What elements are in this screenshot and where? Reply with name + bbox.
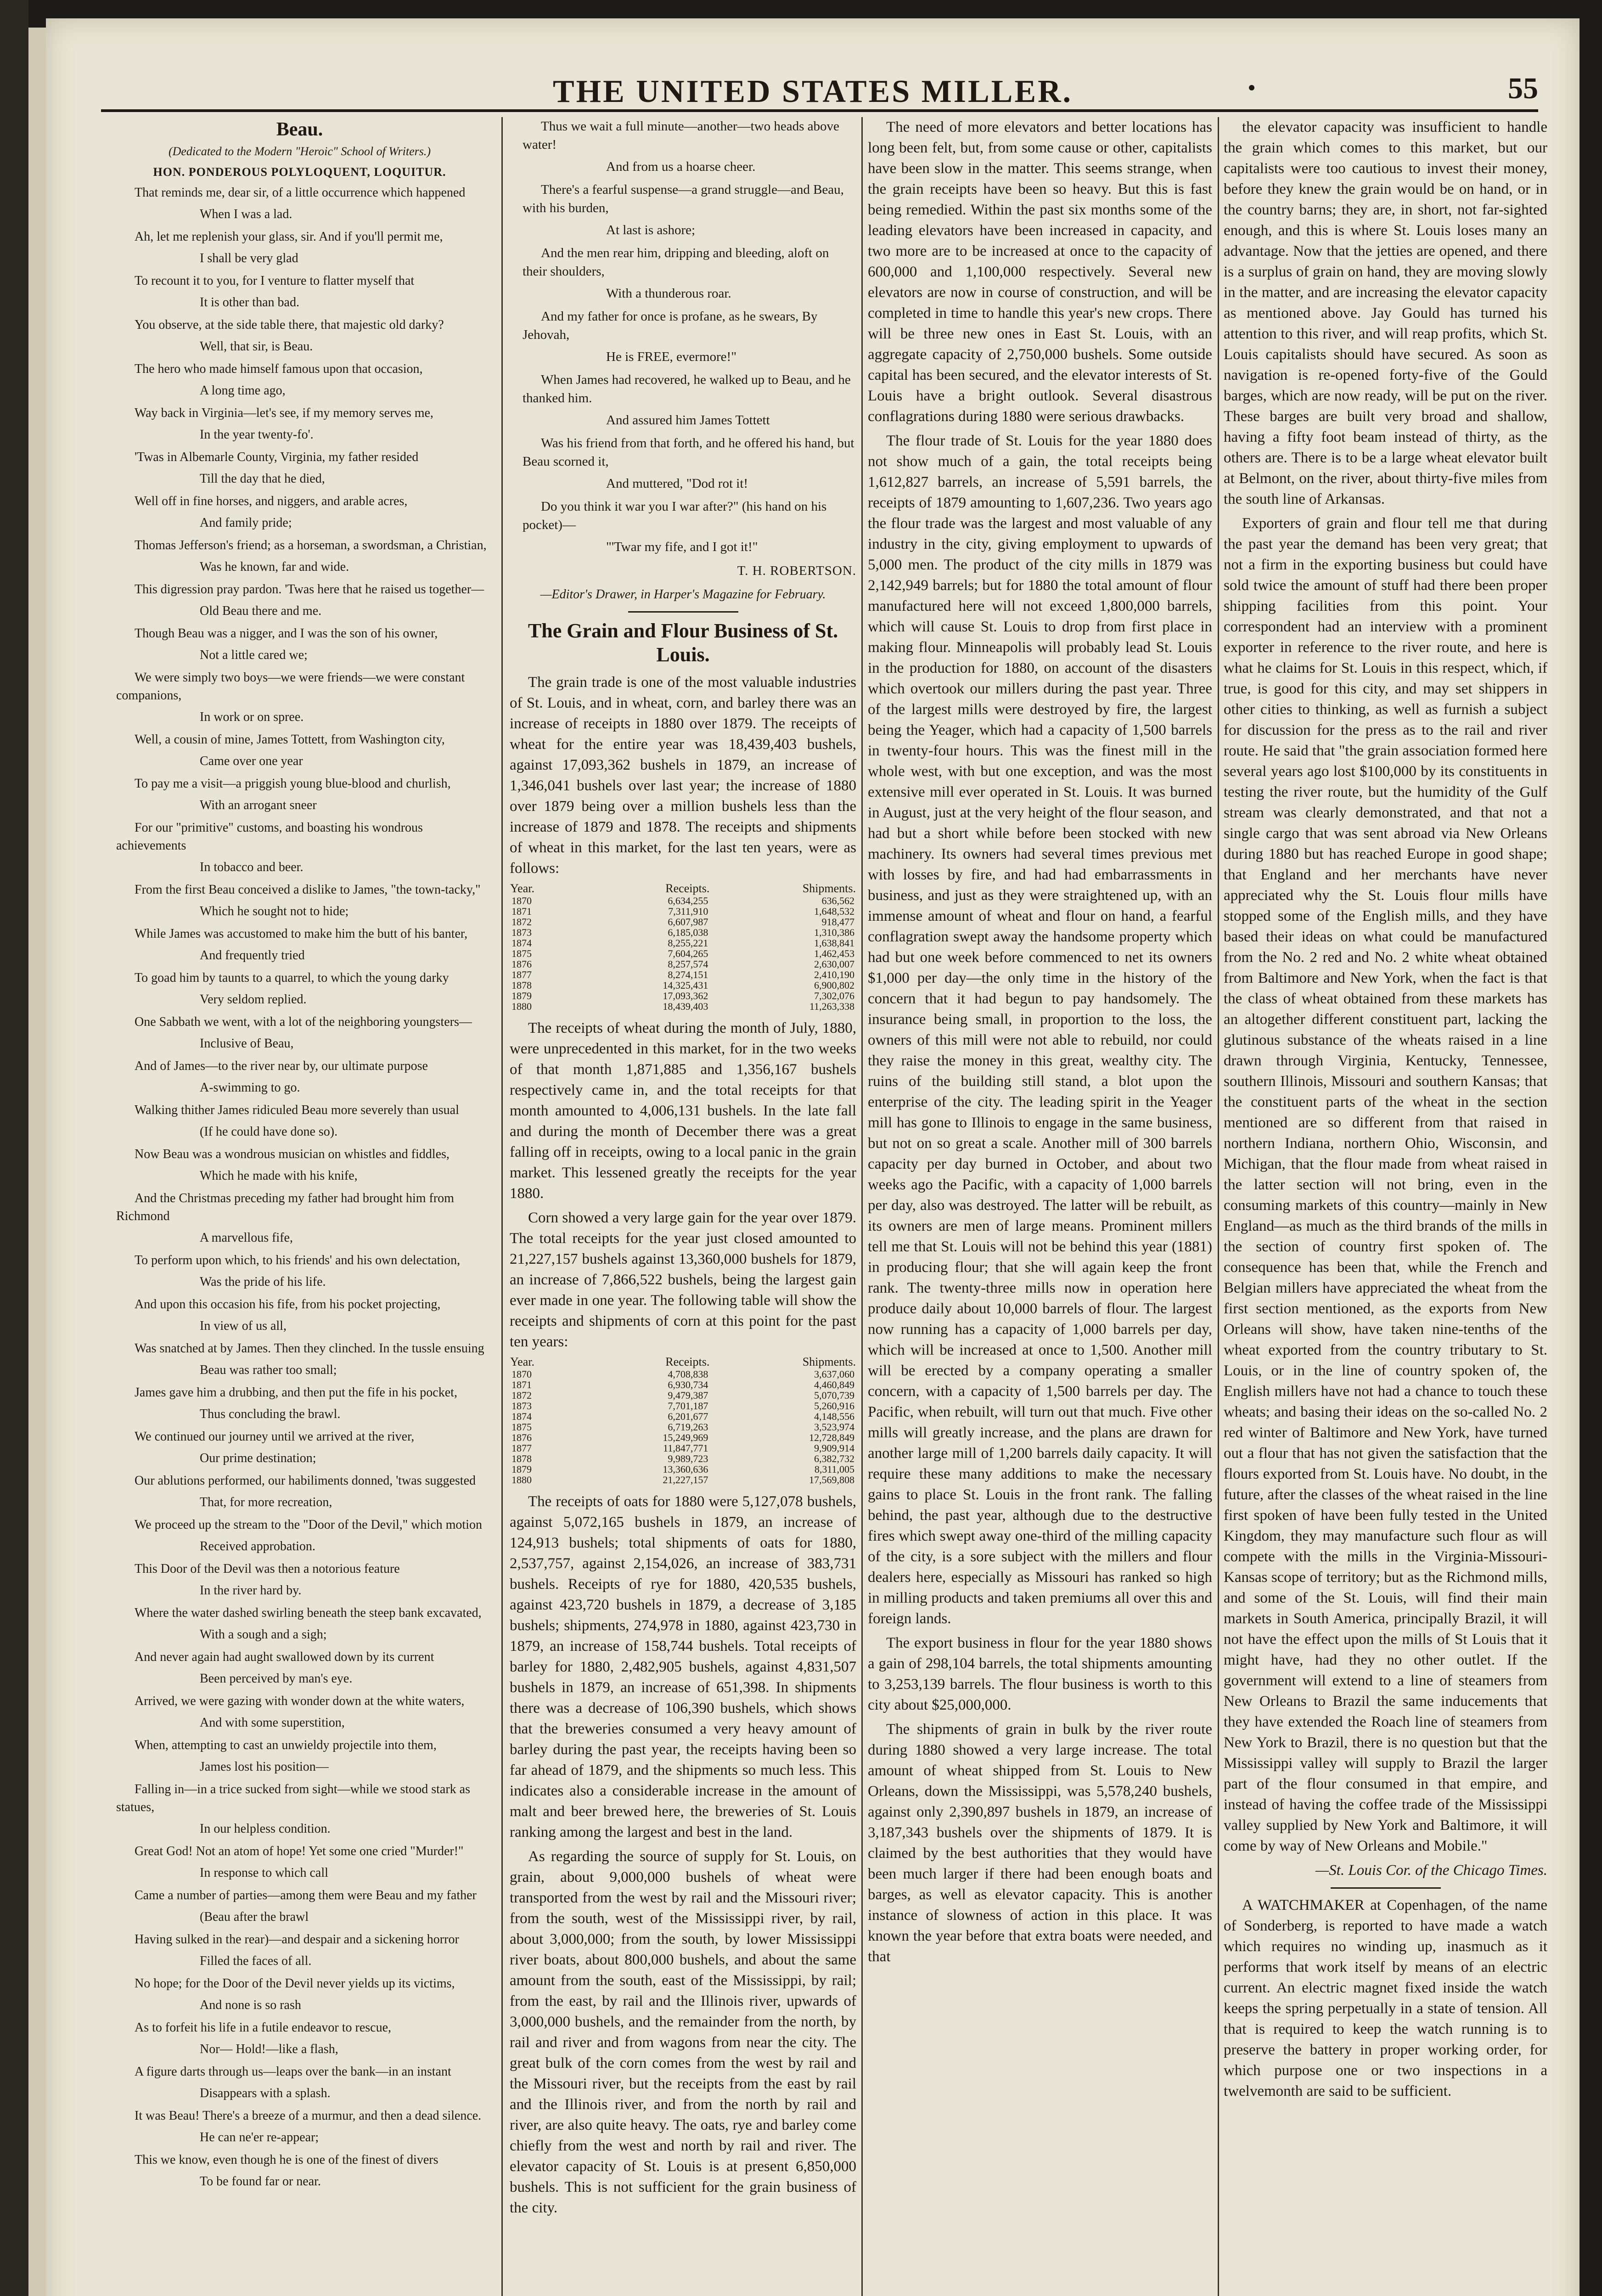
poem-line: Now Beau was a wondrous musician on whistles and fiddles, — [135, 1147, 450, 1161]
table-cell: 3,637,060 — [814, 1368, 854, 1380]
table-cell: 6,900,802 — [814, 979, 854, 991]
poem-stanza — [103, 492, 496, 532]
article-body — [510, 1018, 856, 1352]
poem-stanza — [103, 1472, 496, 1511]
poem-line: In tobacco and beer. — [200, 860, 304, 874]
table-cell: 1879 — [512, 990, 532, 1002]
poem-line: We continued our journey until we arrived at the river, — [135, 1429, 415, 1444]
table-cell: 1875 — [512, 1421, 532, 1433]
poem-line: Filled the faces of all. — [200, 1954, 312, 1968]
watchmaker-note: A WATCHMAKER at Copenhagen, of the name of Sonderberg, is reported to have made a watch which requires no winding up, inasmuch as it performs that work itself by means of an electric current. An electric magnet fixed inside the watch keeps the spring perpetually in a state of tension. All that is required to keep the watch running is to preserve the battery in proper working order, for which purpose one or two inspections in a twelvemonth are said to be sufficient. — [1224, 1897, 1547, 2099]
article-paragraph: The need of more elevators and better locations has long been felt, but, from some cause or other, capitalists have been slow in the matter. This seems strange, when the grain receipts have been so heavy. But this is fast being remedied. Within the past six months some of the leading elevators have been increased in capacity, and two more are to be increased at once to the capacity of 600,000 and 1,100,000 respectively. Several new elevators are now in course of construction, and will be completed in time to handle this year's new crops. There will be three new ones in East St. Louis, with an aggregate capacity of 2,750,000 bushels. Some outside capital has been secured, and the elevator interests of St. Louis have a bright outlook. Several disastrous conflagrations during 1880 were serious drawbacks. — [868, 119, 1212, 425]
poem-line: And my father for once is profane, as he swears, By Jehovah, — [523, 309, 818, 342]
table-cell: 1880 — [512, 1474, 532, 1486]
poem-line: To goad him by taunts to a quarrel, to which the young darky — [135, 971, 449, 985]
poem-stanza — [103, 1886, 496, 1926]
poem-stanza — [510, 371, 856, 429]
poem-stanza — [103, 1604, 496, 1643]
poem-line: A long time ago, — [200, 383, 286, 398]
poem-line: And from us a hoarse cheer. — [606, 159, 756, 174]
poem-stanza — [103, 316, 496, 355]
poem-line: Was he known, far and wide. — [200, 560, 349, 574]
table-row — [510, 1422, 856, 1432]
poem-line: And of James—to the river near by, our ultimate purpose — [135, 1059, 428, 1073]
running-head — [46, 62, 1580, 117]
poem-line: That, for more recreation, — [200, 1495, 332, 1509]
table-row — [510, 1411, 856, 1422]
poem-line: And muttered, "Dod rot it! — [606, 476, 748, 491]
table-cell: 1876 — [512, 958, 532, 970]
poem-line: Nor— Hold!—like a flash, — [200, 2042, 338, 2056]
poem-line: And assured him James Tottett — [606, 413, 770, 428]
table-cell: 8,257,574 — [668, 958, 708, 970]
poem-line: And the Christmas preceding my father had brought him from Richmond — [116, 1191, 454, 1223]
poem-stanza — [103, 228, 496, 267]
poem-line: At last is ashore; — [606, 223, 696, 237]
table-cell: 1870 — [512, 895, 532, 906]
table-cell: 6,607,987 — [668, 916, 708, 928]
poem-stanza — [103, 625, 496, 664]
poem-line: To pay me a visit—a priggish young blue-blood and churlish, — [135, 777, 451, 791]
table-header: Shipments. — [802, 1355, 856, 1368]
poem-line: Inclusive of Beau, — [200, 1036, 294, 1051]
article-paragraph: Exporters of grain and flour tell me that during the past year the demand has been very great; that not a firm in the exporting business but could have sold twice the amount of stuff had there been proper shipping facilities from this point. Your correspondent had an interview with a prominent exporter in reference to the river route, and here is what he claims for St. Louis in this respect, which, if true, is good for this city, and may set shippers in other cities to thinking, as well as furnish a subject for discussion for the press as to the rail and river route. He said that "the grain association formed here several years ago lost $100,000 by its constituents in testing the river route, but the humidity of the Gulf stream was clearly demonstrated, and that not a single cargo that was sent abroad via New Orleans during 1880 but has reached Europe in good shape; that England and her merchants have never appreciated why the St. Louis flour mills have stopped some of the English mills, and they have based their ideas on what could be manufactured from the No. 2 red and No. 2 white wheat obtained from Baltimore and New York, when the fact is that the class of wheat obtained from these markets has an altogether different constituent part, lacking the glutinous substance of the wheats raised in a line drawn through Virginia, Kentucky, Tennessee, southern Illinois, Missouri and southern Kansas; that the constituent parts of the wheat in the section mentioned are so different from that raised in northern Indiana, northern Ohio, Wisconsin, and Michigan, that the flour made from wheat raised in the latter section will not bring, even in the consuming markets of this country—mainly in New England—as much as the third brands of the mills in the section of country first spoken of. The consequence has been that, while the French and Belgian millers have appreciated the wheat from the first section mentioned, as the exports from New Orleans will show, have taken nine-tenths of the wheat exported from the country tributary to St. Louis, or in the line of country spoken of, the English millers have not had a chance to touch these wheats; and basing their ideas on the so-called No. 2 red winter of Baltimore and New York, have turned out a flour that has not given the satisfaction that the flours exported from St. Louis have. No doubt, in the future, after the classes of the wheat raised in the line first spoken of have been fully tested in the United Kingdom, they may manufacture such flour as will compete with the mills in the Virginia-Missouri-Kansas scope of territory; but as the Richmond mills, and some of the St. Louis, will find their main markets in South America, principally Brazil, it will not have the effect upon the mills of St Louis that it might have, had they no other outlet. If the government will extend to a line of steamers from New Orleans to Brazil the same inducements that they have extended the Roach line of steamers from New York to Brazil, there is no question but that the Mississippi valley will supply to Brazil the larger part of the flour consumed in that empire, and instead of having the coffee trade of the Mississippi valley supplied by New York and Baltimore, it will come by way of New Orleans and Mobile." — [1224, 515, 1547, 1854]
poem-line: A-swimming to go. — [200, 1080, 300, 1095]
poem-line: Walking thither James ridiculed Beau more severely than usual — [135, 1103, 459, 1117]
poem-line: And upon this occasion his fife, from his pocket projecting, — [135, 1297, 441, 1311]
article-title: The Grain and Flour Business of St. Louis. — [528, 619, 838, 666]
poem-stanza — [103, 2063, 496, 2102]
table-cell: 12,728,849 — [809, 1432, 854, 1443]
poem-line: And never again had aught swallowed down by its current — [135, 1650, 434, 1664]
table-row — [510, 1001, 856, 1012]
poem-stanza — [510, 180, 856, 239]
article-paragraph: The receipts of oats for 1880 were 5,127,078 bushels, against 5,072,165 bushels in 1879, an increase of 124,913 bushels; total shipments of oats for 1880, 2,537,757, against 2,154,026, an increase of 383,731 bushels. Receipts of rye for 1880, 420,535 bushels, against 423,720 bushels in 1879, a decrease of 3,185 bushels; shipments, 274,978 in 1880, against 423,730 in 1879, an increase of 158,744 bushels. Total receipts of barley for 1880, 2,482,905 bushels, against 4,831,507 bushels in 1879, an increase of 651,398. In shipments there was a decrease of 106,390 bushels, which shows that the breweries consumed a very heavy amount of barley during the past year, the receipts having been so far ahead of 1879, and the shipments so much less. This indicates also a considerable increase in the amount of malt and beer brewed here, the breweries of St. Louis ranking among the largest and best in the land. — [510, 1493, 856, 1840]
poem-stanza — [103, 2107, 496, 2146]
poem-line: That reminds me, dear sir, of a little occurrence which happened — [135, 186, 466, 200]
poem-line: It is other than bad. — [200, 295, 299, 310]
poem-stanza — [510, 244, 856, 303]
poem-line: Thus concluding the brawl. — [200, 1407, 341, 1421]
table-cell: 9,909,914 — [814, 1442, 854, 1454]
table-cell: 13,360,636 — [663, 1463, 708, 1475]
table-row — [510, 1474, 856, 1485]
poem-line: Came a number of parties—among them were Beau and my father — [135, 1888, 477, 1902]
poem-stanza — [103, 1384, 496, 1423]
article-body — [1224, 117, 1547, 1857]
table-cell: 1875 — [512, 948, 532, 959]
poem-stanza — [103, 1736, 496, 1776]
poem-line: Well, that sir, is Beau. — [200, 339, 313, 354]
table-cell: 7,701,187 — [668, 1400, 708, 1412]
poem-line: In view of us all, — [200, 1319, 287, 1333]
facing-page-edge — [28, 28, 47, 2296]
poem-line: Having sulked in the rear)—and despair and a sickening horror — [135, 1932, 459, 1947]
poem-stanza — [103, 1101, 496, 1141]
poem-line: And frequently tried — [200, 948, 305, 962]
table-cell: 6,382,732 — [814, 1453, 854, 1464]
poem-stanza — [103, 775, 496, 814]
table-cell: 6,719,263 — [668, 1421, 708, 1433]
poem-stanza — [103, 184, 496, 223]
table-cell: 17,569,808 — [809, 1474, 854, 1486]
poem-line: Till the day that he died, — [200, 472, 325, 486]
corn-table — [510, 1356, 856, 1485]
poem-stanza — [103, 1251, 496, 1291]
poem-line: As to forfeit his life in a futile endeavor to rescue, — [135, 2020, 392, 2035]
poem-stanza — [510, 497, 856, 556]
table-cell: 7,604,265 — [668, 948, 708, 959]
newspaper-page — [46, 18, 1580, 2296]
poem-stanza — [103, 272, 496, 311]
poem-line: In the river hard by. — [200, 1583, 302, 1598]
table-header: Shipments. — [802, 882, 856, 895]
poem-stanza — [103, 448, 496, 488]
table-cell: 4,708,838 — [668, 1368, 708, 1380]
poem-line: Old Beau there and me. — [200, 604, 322, 618]
poem-line: Arrived, we were gazing with wonder down at the white waters, — [135, 1694, 465, 1708]
table-header: Receipts. — [665, 1355, 710, 1368]
poem-line: Which he made with his knife, — [200, 1169, 358, 1183]
poem-line: A figure darts through us—leaps over the bank—in an instant — [135, 2065, 451, 2079]
poem-line: Received approbation. — [200, 1539, 315, 1553]
poem-line: This Door of the Devil was then a notorious feature — [135, 1562, 400, 1576]
poem-line: Where the water dashed swirling beneath the steep bank excavated, — [135, 1606, 482, 1620]
column-4 — [1224, 117, 1547, 2296]
page-number: 55 — [1508, 72, 1538, 105]
poem-line: (If he could have done so). — [200, 1125, 338, 1139]
poem-line: And the men rear him, dripping and bleeding, aloft on their shoulders, — [523, 246, 829, 279]
table-cell: 1880 — [512, 1001, 532, 1012]
poem-line: 'Twas in Albemarle County, Virginia, my father resided — [135, 450, 419, 464]
poem-stanza — [103, 1842, 496, 1882]
poem-continuation — [510, 117, 856, 556]
poem-line: Very seldom replied. — [200, 992, 307, 1007]
table-header: Receipts. — [665, 882, 710, 895]
poem-line: Our ablutions performed, our habiliments donned, 'twas suggested — [135, 1474, 476, 1488]
table-cell: 21,227,157 — [663, 1474, 708, 1486]
article-body — [868, 117, 1212, 1967]
poem-line: Well off in fine horses, and niggers, and arable acres, — [135, 494, 408, 508]
poem-line: "'Twar my fife, and I got it!" — [606, 540, 758, 554]
poem-line: Way back in Virginia—let's see, if my memory serves me, — [135, 406, 433, 420]
poem-stanza — [103, 1516, 496, 1555]
poem-stanza — [103, 1145, 496, 1185]
table-cell: 1872 — [512, 916, 532, 928]
poem-credit: —Editor's Drawer, in Harper's Magazine for February. — [540, 587, 826, 602]
poem-line: When James had recovered, he walked up to Beau, and he thanked him. — [523, 372, 851, 405]
poem-stanza — [103, 1428, 496, 1467]
poem-line: James lost his position— — [200, 1760, 329, 1774]
column-rule — [501, 117, 503, 2296]
table-cell: 4,460,849 — [814, 1379, 854, 1390]
poem-line: Came over one year — [200, 754, 303, 768]
poem-line: Great God! Not an atom of hope! Yet some one cried "Murder!" — [135, 1844, 464, 1858]
poem-line: Thus we wait a full minute—another—two heads above water! — [523, 119, 839, 152]
poem-line: He can ne'er re-appear; — [200, 2130, 319, 2144]
table-cell: 14,325,431 — [663, 979, 708, 991]
poem-line: When, attempting to cast an unwieldy projectile into them, — [135, 1738, 437, 1752]
poem-line: Thomas Jefferson's friend; as a horseman, a swordsman, a Christian, — [135, 538, 487, 552]
poem-stanza — [103, 1013, 496, 1052]
section-rule — [1331, 1887, 1441, 1889]
table-header-row — [510, 1356, 856, 1369]
table-row — [510, 959, 856, 969]
table-cell: 15,249,969 — [663, 1432, 708, 1443]
poem-stanza — [103, 1560, 496, 1599]
poem-line: Disappears with a splash. — [200, 2086, 331, 2100]
poem-line: Not a little cared we; — [200, 648, 308, 662]
poem-stanza — [103, 969, 496, 1008]
poem-stanza — [103, 731, 496, 770]
column-1 — [103, 117, 496, 2296]
poem-line: I shall be very glad — [200, 251, 298, 265]
column-3 — [868, 117, 1212, 2296]
table-cell: 6,201,677 — [668, 1411, 708, 1422]
table-cell: 1873 — [512, 927, 532, 938]
table-row — [510, 895, 856, 906]
article-paragraph: The export business in flour for the year 1880 shows a gain of 298,104 barrels, the total shipments amounting to 3,253,139 barrels. The flour business is worth to this city about $25,000,000. — [868, 1635, 1212, 1713]
table-cell: 1873 — [512, 1400, 532, 1412]
ornament-dot — [1249, 85, 1254, 90]
table-cell: 918,477 — [821, 916, 854, 928]
poem-stanza — [103, 404, 496, 444]
table-cell: 1874 — [512, 937, 532, 949]
table-cell: 6,634,255 — [668, 895, 708, 906]
article-paragraph: The receipts of wheat during the month of July, 1880, were unprecedented in this market, for in the two weeks of that month 1,871,885 and 1,356,167 bushels respectively came in, and the total receipts for that month amounted to 4,006,131 bushels. In the late fall and during the month of December there was a great falling off in receipts, owing to a local panic in the grain market. This lessened greatly the receipts for the year 1880. — [510, 1020, 856, 1202]
poem-line: With a thunderous roar. — [606, 286, 731, 301]
poem-stanza — [103, 580, 496, 620]
poem-line: The hero who made himself famous upon that occasion, — [135, 362, 423, 376]
article-paragraph: The shipments of grain in bulk by the river route during 1880 showed a very large increase. The total amount of wheat shipped from St. Louis to New Orleans, down the Mississippi, was 5,578,240 bushels, against only 2,390,897 bushels in 1879, an increase of 3,187,343 bushels over the shipments of 1879. It is claimed by the best authorities that they would have been much larger if there had been enough boats and barges, as well as elevator capacity. This is another instance of slowness of action in this place. It was known the year before that extra boats were needed, and that — [868, 1721, 1212, 1965]
poem-stanza — [103, 1780, 496, 1838]
poem-stanza — [103, 881, 496, 920]
table-row — [510, 1379, 856, 1390]
table-cell: 8,311,005 — [814, 1463, 854, 1475]
poem-line: To recount it to you, for I venture to flatter myself that — [135, 274, 415, 288]
poem-dedication: (Dedicated to the Modern "Heroic" School of Writers.) — [168, 145, 431, 158]
table-cell: 11,263,338 — [809, 1001, 854, 1012]
table-cell: 1872 — [512, 1390, 532, 1401]
column-2 — [510, 117, 856, 2296]
poem-stanza — [103, 1295, 496, 1335]
table-cell: 18,439,403 — [663, 1001, 708, 1012]
poem-line: Though Beau was a nigger, and I was the son of his owner, — [135, 626, 438, 641]
table-cell: 3,523,974 — [814, 1421, 854, 1433]
poem-line: Was the pride of his life. — [200, 1275, 326, 1289]
article-body — [510, 672, 856, 879]
column-rule — [861, 117, 863, 2296]
poem-line: In the year twenty-fo'. — [200, 428, 314, 442]
table-row — [510, 948, 856, 959]
table-row — [510, 927, 856, 938]
poem-stanza — [103, 1975, 496, 2014]
poem-line: Been perceived by man's eye. — [200, 1671, 353, 1686]
poem-line: We were simply two boys—we were friends—we were constant companions, — [116, 670, 465, 703]
poem-line: With an arrogant sneer — [200, 798, 317, 812]
poem-stanza — [103, 819, 496, 876]
running-title: THE UNITED STATES MILLER. — [552, 74, 1073, 109]
table-cell: 9,479,387 — [668, 1390, 708, 1401]
poem-stanza — [510, 434, 856, 493]
poem-line: It was Beau! There's a breeze of a murmur, and then a dead silence. — [135, 2109, 482, 2123]
poem-stanzas — [103, 184, 496, 2190]
table-cell: 6,930,734 — [668, 1379, 708, 1390]
table-row — [510, 980, 856, 990]
table-cell: 1870 — [512, 1368, 532, 1380]
table-row — [510, 1369, 856, 1379]
table-cell: 636,562 — [821, 895, 854, 906]
poem-line: James gave him a drubbing, and then put the fife in his pocket, — [135, 1385, 457, 1400]
poem-stanza — [510, 307, 856, 366]
article-paragraph: The grain trade is one of the most valuable industries of St. Louis, and in wheat, corn, and barley there was an increase of receipts in 1880 over 1879. The receipts of wheat for the entire year was 18,439,403 bushels, against 17,093,362 bushels in 1879, an increase of 1,346,041 bushels over last year; the increase of 1880 over 1879 being over a million bushels less than the increase of 1879 and 1878. The receipts and shipments of wheat in this market, for the last ten years, were as follows: — [510, 674, 856, 877]
poem-stanza — [103, 925, 496, 964]
poem-byline: HON. PONDEROUS POLYLOQUENT, LOQUITUR. — [153, 165, 446, 179]
table-cell: 6,185,038 — [668, 927, 708, 938]
poem-line: Ah, let me replenish your glass, sir. And if you'll permit me, — [135, 230, 443, 244]
table-cell: 8,274,151 — [668, 969, 708, 980]
poem-line: And with some superstition, — [200, 1716, 345, 1730]
poem-line: While James was accustomed to make him the butt of his banter, — [135, 927, 468, 941]
table-cell: 7,311,910 — [668, 906, 708, 917]
poem-stanza — [510, 117, 856, 176]
header-rule — [101, 109, 1538, 112]
table-cell: 1878 — [512, 1453, 532, 1464]
table-cell: 11,847,771 — [663, 1442, 708, 1454]
poem-line: There's a fearful suspense—a grand struggle—and Beau, with his burden, — [523, 182, 844, 215]
table-header: Year. — [510, 1355, 534, 1368]
poem-line: Falling in—in a trice sucked from sight—while we stood stark as statues, — [116, 1782, 470, 1814]
table-cell: 1871 — [512, 1379, 532, 1390]
table-cell: 1879 — [512, 1463, 532, 1475]
poem-signature: T. H. ROBERTSON. — [737, 563, 856, 578]
poem-stanza — [103, 536, 496, 576]
table-cell: 8,255,221 — [668, 937, 708, 949]
table-cell: 1,638,841 — [814, 937, 854, 949]
poem-line: You observe, at the side table there, that majestic old darky? — [135, 318, 444, 332]
article-source: —St. Louis Cor. of the Chicago Times. — [1315, 1862, 1547, 1879]
poem-line: For our "primitive" customs, and boasting his wondrous achievements — [116, 821, 423, 853]
poem-stanza — [103, 2151, 496, 2190]
poem-line: And none is so rash — [200, 1998, 301, 2012]
table-cell: 1871 — [512, 906, 532, 917]
poem-line: Beau was rather too small; — [200, 1363, 337, 1377]
table-cell: 1874 — [512, 1411, 532, 1422]
poem-line: In our helpless condition. — [200, 1822, 331, 1836]
poem-line: From the first Beau conceived a dislike to James, "the town-tacky," — [135, 883, 481, 897]
poem-stanza — [103, 1692, 496, 1732]
poem-line: To be found far or near. — [200, 2174, 321, 2189]
table-cell: 17,093,362 — [663, 990, 708, 1002]
poem-line: With a sough and a sigh; — [200, 1627, 327, 1642]
poem-line: Well, a cousin of mine, James Tottett, from Washington city, — [135, 732, 445, 747]
table-row — [510, 1464, 856, 1474]
poem-line: And family pride; — [200, 516, 292, 530]
table-row — [510, 1390, 856, 1401]
poem-line: This we know, even though he is one of the finest of divers — [135, 2153, 438, 2167]
poem-line: Do you think it war you I war after?" (his hand on his pocket)— — [523, 499, 827, 532]
wheat-table — [510, 883, 856, 1012]
poem-line: Was his friend from that forth, and he offered his hand, but Beau scorned it, — [523, 436, 854, 469]
poem-line: This digression pray pardon. 'Twas here that he raised us together— — [135, 582, 484, 597]
poem-line: Which he sought not to hide; — [200, 904, 349, 918]
article-paragraph: As regarding the source of supply for St. Louis, on grain, about 9,000,000 bushels of wheat were transported from the west by rail and the Missouri river; from the south, west of the Mississippi river, by rail, about 3,000,000; from the south, by lower Mississippi river boats, about 800,000 bushels, and about the same amount from the south, east of the Mississippi, by rail; from the east, by rail and the Illinois river, upwards of 3,000,000 bushels, and the remainder from the north, by rail and river and from wagons from near the city. The great bulk of the corn comes from the west by rail and the Missouri river, but the receipts from the east by rail and the Illinois river, and from the north by rail and river, are also quite heavy. The oats, rye and barley come chiefly from the west and north by rail and river. The elevator capacity of St. Louis is at present 6,850,000 bushels. This is not sufficient for the grain business of the city. — [510, 1848, 856, 2216]
poem-line: In work or on spree. — [200, 710, 304, 724]
table-header-row — [510, 883, 856, 895]
scan-border — [0, 0, 28, 2296]
table-row — [510, 1401, 856, 1411]
poem-line: A marvellous fife, — [200, 1231, 293, 1245]
poem-stanza — [103, 1189, 496, 1247]
table-cell: 1877 — [512, 969, 532, 980]
poem-line: (Beau after the brawl — [200, 1910, 309, 1924]
table-header: Year. — [510, 882, 534, 895]
poem-line: No hope; for the Door of the Devil never yields up its victims, — [135, 1976, 455, 1991]
poem-stanza — [103, 1648, 496, 1688]
poem-stanza — [103, 1057, 496, 1097]
table-row — [510, 938, 856, 948]
section-rule — [628, 611, 738, 613]
table-cell: 7,302,076 — [814, 990, 854, 1002]
table-row — [510, 917, 856, 927]
table-cell: 2,410,190 — [814, 969, 854, 980]
table-row — [510, 990, 856, 1001]
table-row — [510, 906, 856, 917]
poem-stanza — [103, 360, 496, 400]
poem-title: Beau. — [276, 119, 323, 140]
poem-stanza — [103, 1339, 496, 1379]
article-paragraph: Corn showed a very large gain for the year over 1879. The total receipts for the year just closed amounted to 21,227,157 bushels against 13,360,000 bushels for 1879, an increase of 7,866,522 bushels, being the largest gain ever made in one year. The following table will show the receipts and shipments of corn at this point for the past ten years: — [510, 1210, 856, 1350]
table-cell: 1,462,453 — [814, 948, 854, 959]
poem-stanza — [103, 1930, 496, 1970]
table-cell: 2,630,007 — [814, 958, 854, 970]
column-rule — [1218, 117, 1219, 2296]
poem-line: To perform upon which, to his friends' and his own delectation, — [135, 1253, 461, 1267]
table-cell: 1878 — [512, 979, 532, 991]
table-cell: 1877 — [512, 1442, 532, 1454]
table-row — [510, 1453, 856, 1464]
table-row — [510, 1443, 856, 1453]
table-row — [510, 1432, 856, 1443]
poem-line: Our prime destination; — [200, 1451, 316, 1465]
table-cell: 9,989,723 — [668, 1453, 708, 1464]
table-cell: 4,148,556 — [814, 1411, 854, 1422]
article-body — [510, 1491, 856, 2218]
poem-stanza — [103, 2019, 496, 2058]
poem-line: When I was a lad. — [200, 207, 292, 221]
table-cell: 1,310,386 — [814, 927, 854, 938]
poem-line: We proceed up the stream to the "Door of the Devil," which motion — [135, 1518, 482, 1532]
table-cell: 1,648,532 — [814, 906, 854, 917]
article-paragraph: The flour trade of St. Louis for the year 1880 does not show much of a gain, the total receipts being 1,612,827 barrels, an increase of 5,591 barrels, the receipts of 1879 amounting to 1,607,236. Two years ago the flour trade was the largest and most valuable of any industry in the city, giving employment to upwards of 5,000 men. The product of the city mills in 1879 was 2,142,949 barrels; but for 1880 the total amount of flour manufactured here will not exceed 1,800,000 barrels, which will cause St. Louis to drop from first place in making flour. Minneapolis will probably lead St. Louis in the production for 1880, on account of the disasters which overtook our millers during the past year. Three of the largest mills were destroyed by fire, the largest being the Yeager, which had a capacity of 1,500 barrels in twenty-four hours. This was the finest mill in the whole west, with but one exception, and was the most extensive mill ever operated in St. Louis. It was burned in August, just at the very height of the flour season, and had but a short while before been stocked with new machinery. Its owners had several times previous met with losses by fire, and had had embarrassments in business, and just as they were straightened up, with an immense amount of wheat and flour on hand, a fearful conflagration swept away the handsome property which had but one week before commenced to net its owners $1,000 per day—the only time in the history of the concern that it had begun to pay handsomely. The insurance being small, in proportion to the loss, the owners of this mill were not able to rebuild, nor could they raise the money in this great, wealthy city. The ruins of the building still stand, a blot upon the enterprise of the city. The leading spirit in the Yeager mill has gone to Illinois to engage in the same business, but not on so great a scale. Another mill of 300 barrels capacity per day burned in October, and about two weeks ago the Pacific, with a capacity of 1,000 barrels per day, also was destroyed. The latter will be rebuilt, as its owners are men of large means. Prominent millers tell me that St. Louis will not be behind this year (1881) in producing flour; that she will again keep the front rank. The twenty-three mills now in operation here produce daily about 10,000 barrels of flour. The largest now running has a capacity of 1,000 barrels per day, which will be increased at once to 1,500. Another mill will be erected by a company operating a smaller concern, with a capacity of 1,500 barrels per day. The Pacific, when rebuilt, will turn out that much. Five other mills will greatly increase, and the plans are drawn for another large mill of 1,200 barrels daily capacity. It will require these many additions to make the necessary gains to place St. Louis in the front rank. The falling behind, the past year, although due to the destructive fires which swept away one-third of the milling capacity of the city, is a sore subject with the millers and flour dealers here, especially as Missouri has ranked so high in milling products and taken premiums all over this and foreign lands. — [868, 433, 1212, 1627]
poem-line: In response to which call — [200, 1866, 328, 1880]
poem-line: Was snatched at by James. Then they clinched. In the tussle ensuing — [135, 1341, 484, 1356]
poem-stanza — [103, 669, 496, 726]
table-cell: 5,070,739 — [814, 1390, 854, 1401]
article-paragraph: the elevator capacity was insufficient to handle the grain which comes to this market, but our capitalists were too cautious to invest their money, before they knew the grain would be on hand, or in the country barns; they are, in short, not far-sighted enough, and this is where St. Louis loses many an advantage. Now that the jetties are opened, and there is a surplus of grain on hand, they are moving slowly in the matter, and are increasing the elevator capacity as mentioned above. Jay Gould has turned his attention to this river, and will reap profits, which St. Louis capitalists should have secured. As soon as navigation is re-opened forty-five of the Gould barges, which are now ready, will be put on the river. These barges are built very broad and shallow, having a fifty foot beam instead of thirty, as the others are. There is to be a large wheat elevator built at Belmont, on the river, about thirty-five miles from the south line of Arkansas. — [1224, 119, 1547, 507]
table-row — [510, 969, 856, 980]
poem-line: He is FREE, evermore!" — [606, 349, 737, 364]
table-cell: 1876 — [512, 1432, 532, 1443]
table-cell: 5,260,916 — [814, 1400, 854, 1412]
poem-line: One Sabbath we went, with a lot of the neighboring youngsters— — [135, 1015, 472, 1029]
